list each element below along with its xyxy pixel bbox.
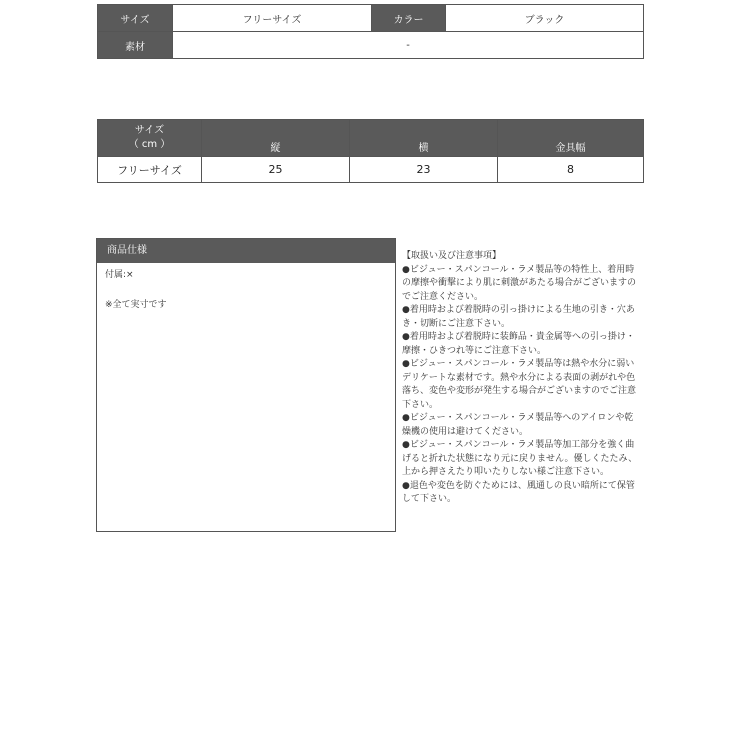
material-value: - xyxy=(173,32,644,59)
notes-item: ●ビジュー・スパンコール・ラメ製品等へのアイロンや乾燥機の使用は避けてください。 xyxy=(402,413,634,437)
info-row-material xyxy=(98,32,644,59)
notes-item: ●ビジュー・スパンコール・ラメ製品等加工部分を強く曲げると折れた状態になり元に戻りません。優しくたたみ、上から押さえたり叩いたりしない様ご注意下さい。 xyxy=(402,440,638,477)
notes-item: ●ビジュー・スパンコール・ラメ製品等の特性上、着用時の摩擦や衝撃により肌に刺激があたる場合がございますのでご注意ください。 xyxy=(402,264,637,302)
size-value: フリーサイズ xyxy=(173,5,372,32)
header-size-line2: （ cm ） xyxy=(128,139,171,150)
notes-heading: 【取扱い及び注意事項】 xyxy=(402,251,502,261)
spec-accessory: 付属:× xyxy=(105,270,134,280)
notes-item: ●ビジュー・スパンコール・ラメ製品等は熱や水分に弱いデリケートな素材です。熱や水分による表面の剥がれや色落ち、変色や変形が発生する場合がございますのでご注意下さい。 xyxy=(402,359,637,410)
notes-item: ●着用時および着脱時の引っ掛けによる生地の引き・穴あき・切断にご注意下さい。 xyxy=(402,305,635,329)
spec-measure-note: ※全て実寸です xyxy=(105,300,167,310)
spec-body xyxy=(97,263,395,335)
notes-item: ●着用時および着脱時に装飾品・貴金属等への引っ掛け・摩擦・ひきつれ等にご注意下さい。 xyxy=(402,332,635,356)
header-size xyxy=(98,120,202,157)
product-info-table xyxy=(97,4,644,59)
header-length: 縦 xyxy=(202,120,350,157)
size-label: サイズ xyxy=(98,5,173,32)
notes-item: ●退色や変色を防ぐためには、風通しの良い暗所にて保管して下さい。 xyxy=(402,480,635,504)
row-width: 23 xyxy=(350,157,498,183)
color-label: カラー xyxy=(372,5,446,32)
spec-title: 商品仕様 xyxy=(97,239,395,263)
header-size-line1: サイズ xyxy=(134,125,165,136)
size-table xyxy=(97,119,644,183)
header-hardware: 金具幅 xyxy=(498,120,644,157)
size-table-row xyxy=(98,157,644,183)
care-notes xyxy=(402,250,642,507)
size-table-header xyxy=(98,120,644,157)
header-width: 横 xyxy=(350,120,498,157)
color-value: ブラック xyxy=(446,5,644,32)
info-row-size-color xyxy=(98,5,644,32)
material-label: 素材 xyxy=(98,32,173,59)
row-length: 25 xyxy=(202,157,350,183)
row-size: フリーサイズ xyxy=(98,157,202,183)
row-hardware: 8 xyxy=(498,157,644,183)
product-spec-box xyxy=(96,238,396,532)
